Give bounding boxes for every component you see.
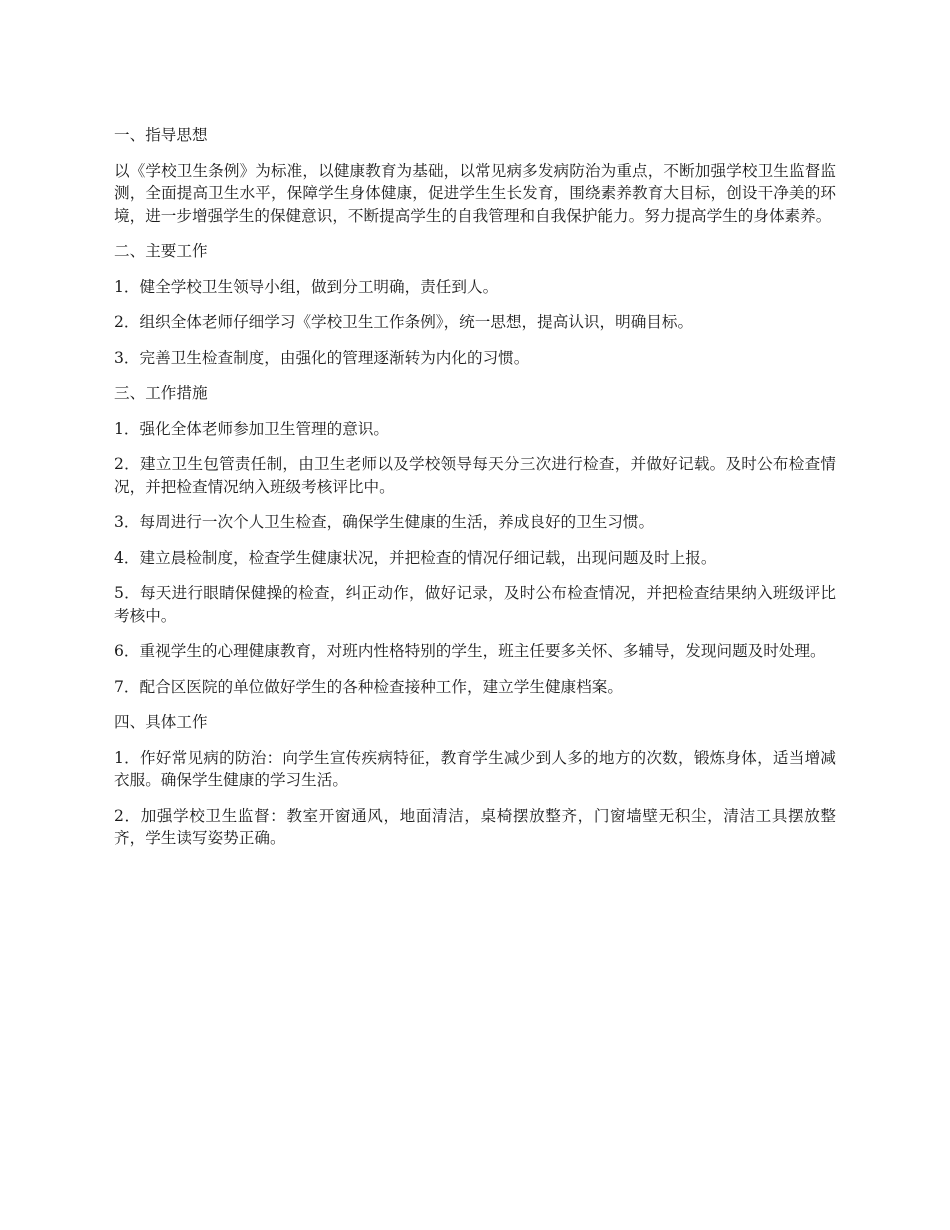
- work-measure-item: 3．每周进行一次个人卫生检查，确保学生健康的生活，养成良好的卫生习惯。: [114, 513, 655, 531]
- section-heading-guiding-ideology: 一、指导思想: [114, 126, 208, 144]
- specific-work-item: 2．加强学校卫生监督：教室开窗通风，地面清洁，桌椅摆放整齐，门窗墙壁无积尘，清洁工具摆放整齐，学生读写姿势正确。: [114, 806, 836, 847]
- main-work-item: 2．组织全体老师仔细学习《学校卫生工作条例》，统一思想，提高认识，明确目标。: [114, 313, 694, 331]
- main-work-item: 1．健全学校卫生领导小组，做到分工明确，责任到人。: [114, 277, 499, 296]
- section-heading-main-work: 二、主要工作: [114, 242, 208, 260]
- work-measure-item: 5．每天进行眼睛保健操的检查，纠正动作，做好记录，及时公布检查情况，并把检查结果纳入班级评比考核中。: [114, 584, 836, 625]
- section-heading-work-measures: 三、工作措施: [114, 384, 208, 402]
- specific-work-item: 1．作好常见病的防治：向学生宣传疾病特征，教育学生减少到人多的地方的次数，锻炼身体，适当增减衣服。确保学生健康的学习生活。: [114, 748, 836, 789]
- work-measure-item: 2．建立卫生包管责任制，由卫生老师以及学校领导每天分三次进行检查，并做好记载。及时公布检查情况，并把检查情况纳入班级考核评比中。: [114, 455, 836, 496]
- work-measure-item: 1．强化全体老师参加卫生管理的意识。: [114, 419, 390, 438]
- work-measure-item: 4．建立晨检制度，检查学生健康状况，并把检查的情况仔细记载，出现问题及时上报。: [114, 548, 717, 567]
- section-heading-specific-work: 四、具体工作: [114, 713, 208, 731]
- work-measure-item: 6．重视学生的心理健康教育，对班内性格特别的学生，班主任要多关怀、多辅导，发现问题及时处理。: [114, 642, 826, 660]
- work-measure-item: 7．配合区医院的单位做好学生的各种检查接种工作，建立学生健康档案。: [114, 677, 623, 696]
- document-page: [114, 124, 836, 850]
- main-work-item: 3．完善卫生检查制度，由强化的管理逐渐转为内化的习惯。: [114, 348, 530, 367]
- guiding-ideology-paragraph: 以《学校卫生条例》为标准，以健康教育为基础，以常见病多发病防治为重点，不断加强学校卫生监督监测，全面提高卫生水平，保障学生身体健康，促进学生生长发育，围绕素养教育大目标，创设干净美的环境，进一步增强学生的保健意识，不断提高学生的自我管理和自我保护能力。努力提高学生的身体素养。: [114, 161, 836, 225]
